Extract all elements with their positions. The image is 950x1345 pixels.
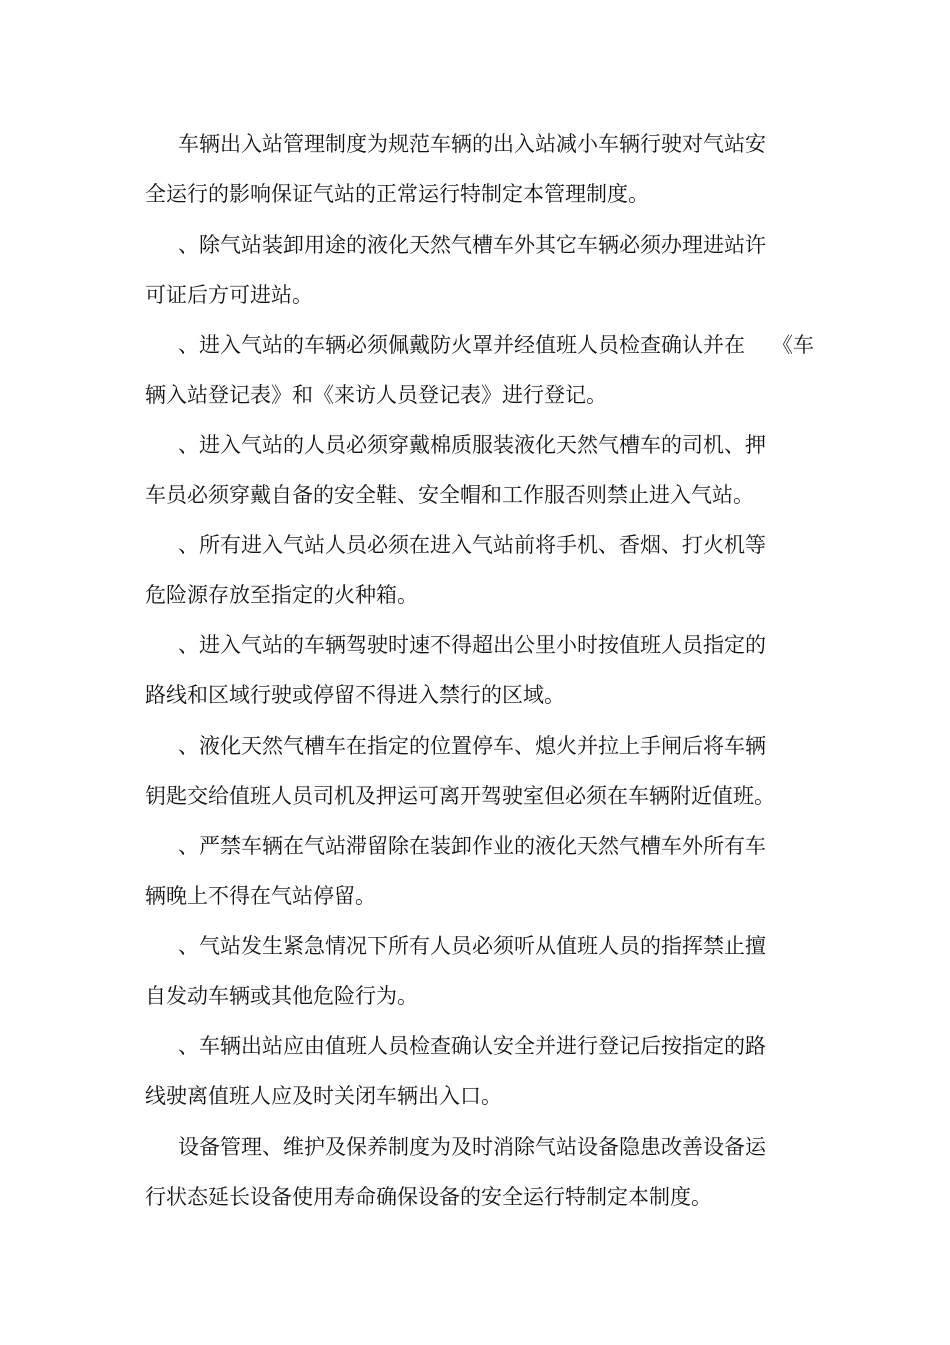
rule-2-line-1: 、进入气站的车辆必须佩戴防火罩并经值班人员检查确认并在 [178,333,745,357]
rule-9-line-2: 线驶离值班人应及时关闭车辆出入口。 [145,1084,502,1108]
rule-5-line-2: 路线和区域行驶或停留不得进入禁行的区域。 [145,683,565,707]
rule-8-line-1: 、气站发生紧急情况下所有人员必须听从值班人员的指挥禁止擅 [178,934,766,958]
paragraph-equipment-policy-line-1: 设备管理、维护及保养制度为及时消除气站设备隐患改善设备运 [178,1135,766,1159]
paragraph-equipment-policy-line-2: 行状态延长设备使用寿命确保设备的安全运行特制定本制度。 [145,1185,712,1209]
rule-2-line-2: 辆入站登记表》和《来访人员登记表》进行登记。 [145,383,607,407]
rule-7-line-2: 辆晚上不得在气站停留。 [145,884,376,908]
rule-6-line-1: 、液化天然气槽车在指定的位置停车、熄火并拉上手闸后将车辆 [178,734,766,758]
paragraph-vehicle-policy-line-1: 车辆出入站管理制度为规范车辆的出入站减小车辆行驶对气站安 [178,132,766,156]
rule-9-line-1: 、车辆出站应由值班人员检查确认安全并进行登记后按指定的路 [178,1034,766,1058]
paragraph-vehicle-policy-line-2: 全运行的影响保证气站的正常运行特制定本管理制度。 [145,182,649,206]
rule-7-line-1: 、严禁车辆在气站滞留除在装卸作业的液化天然气槽车外所有车 [178,834,766,858]
rule-2-line-1-tail: 《车 [772,333,814,357]
rule-1-line-1: 、除气站装卸用途的液化天然气槽车外其它车辆必须办理进站许 [178,233,766,257]
rule-3-line-1: 、进入气站的人员必须穿戴棉质服装液化天然气槽车的司机、押 [178,433,766,457]
rule-1-line-2: 可证后方可进站。 [145,283,313,307]
rule-5-line-1: 、进入气站的车辆驾驶时速不得超出公里小时按值班人员指定的 [178,633,766,657]
rule-4-line-1: 、所有进入气站人员必须在进入气站前将手机、香烟、打火机等 [178,533,766,557]
rule-4-line-2: 危险源存放至指定的火种箱。 [145,583,418,607]
rule-8-line-2: 自发动车辆或其他危险行为。 [145,984,418,1008]
rule-6-line-2: 钥匙交给值班人员司机及押运可离开驾驶室但必须在车辆附近值班。 [145,784,775,808]
rule-3-line-2: 车员必须穿戴自备的安全鞋、安全帽和工作服否则禁止进入气站。 [145,483,754,507]
